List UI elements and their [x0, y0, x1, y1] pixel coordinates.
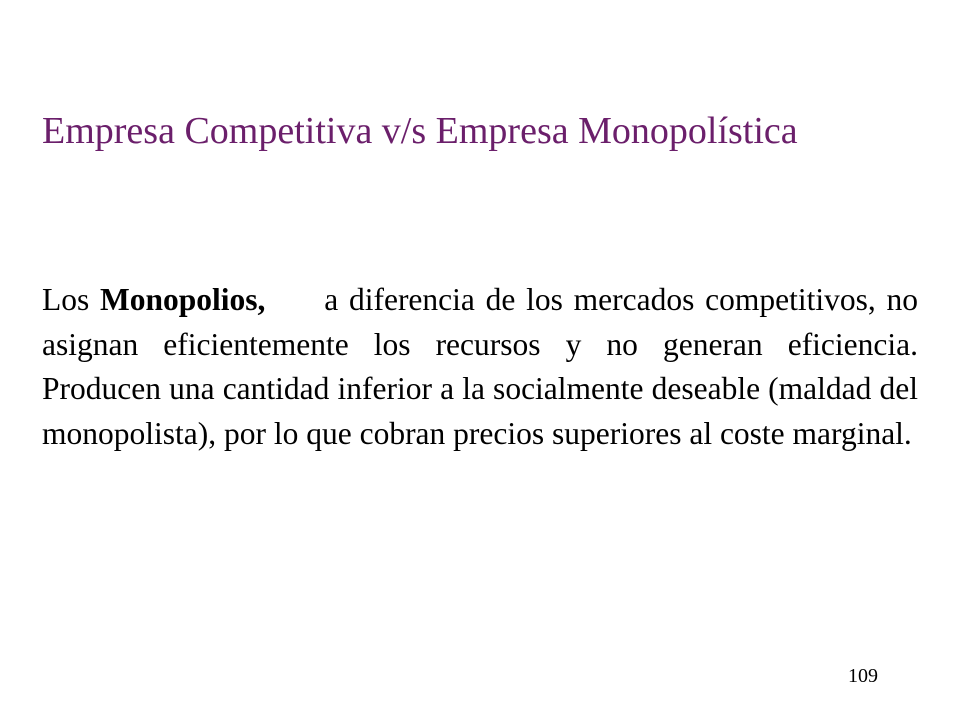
- body-emphasis: Monopolios,: [100, 282, 266, 317]
- body-lead: Los: [42, 282, 90, 317]
- body-rest: a diferencia de los mercados competitivos, no asignan eficientemente los recursos y no generan eficiencia. Producen una cantidad inferior a la socialmente deseable (maldad del monopolista), por lo que cobran precios superiores al coste marginal.: [42, 282, 919, 451]
- slide-title: Empresa Competitiva v/s Empresa Monopolística: [42, 110, 798, 152]
- body-paragraph: [42, 278, 918, 456]
- page-number: 109: [848, 665, 878, 687]
